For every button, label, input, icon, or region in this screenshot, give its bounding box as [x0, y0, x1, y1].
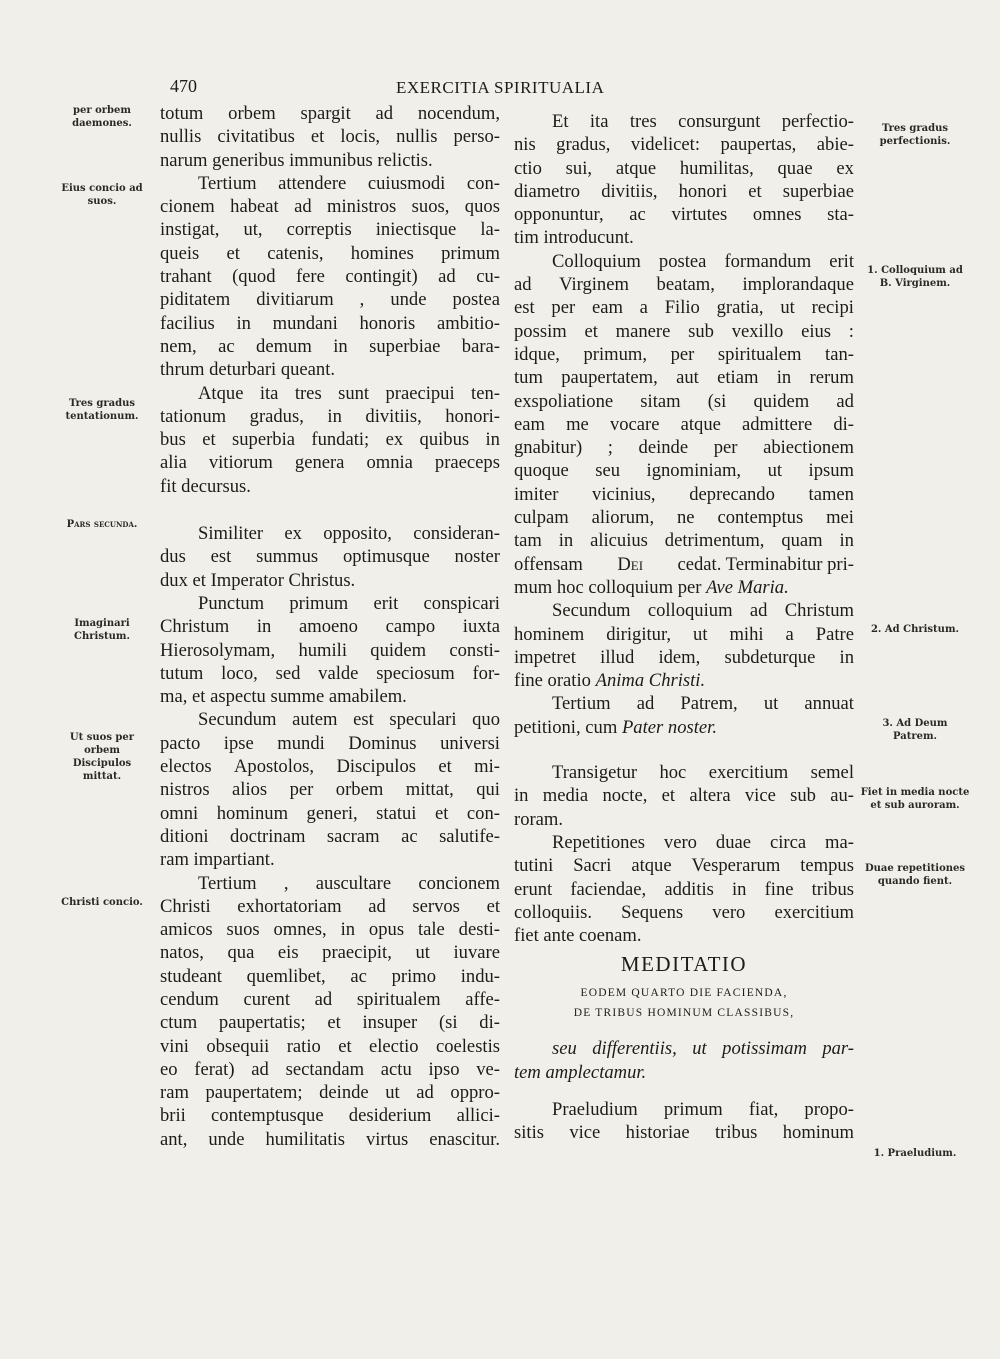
text-line: hominem dirigitur, ut mihi a Patre: [514, 623, 854, 645]
text-line: nem, ac demum in superbiae bara-: [160, 335, 500, 357]
text-line: Christi exhortatoriam ad servos et: [160, 895, 500, 917]
text-line: thrum deturbari queant.: [160, 359, 336, 381]
text-line: impetret illud idem, subdeturque in: [514, 646, 854, 668]
margin-note-fiet-in-media-nocte: Fiet in media nocte et sub auroram.: [860, 787, 970, 811]
text-line: tam in alicuius detrimentum, quam in: [514, 530, 854, 552]
text-line: instigat, ut, correptis iniectisque la-: [160, 219, 500, 241]
word: offensam: [514, 553, 583, 575]
paragraph: [514, 1098, 854, 1145]
text-line: ram impartiant.: [160, 849, 275, 871]
text-line: culpam aliorum, ne contemptus mei: [514, 507, 854, 529]
text-line: idque, primum, per spiritualem tan-: [514, 343, 854, 365]
paragraph: [514, 831, 854, 947]
text-line: queis et catenis, homines primum: [160, 242, 500, 264]
text-line: Transigetur hoc exercitium semel: [552, 762, 854, 784]
paragraph: [514, 692, 854, 739]
text-line: trahant (quod fere contingit) ad cu-: [160, 266, 500, 288]
margin-note-duae-repetitiones: Duae repetitiones quando fient.: [864, 863, 966, 887]
text-line: imiter vicinius, deprecando tamen: [514, 483, 854, 505]
paragraph: [514, 599, 854, 692]
margin-note-ad-deum-patrem: 3. Ad Deum Patrem.: [882, 718, 948, 742]
prayer-name: Pater noster.: [621, 716, 717, 738]
text-line: [514, 576, 854, 599]
prayer-name: Ave Maria.: [706, 576, 789, 598]
text-line: Tertium , auscultare concionem: [198, 872, 500, 894]
text-line: Similiter ex opposito, consideran-: [198, 523, 500, 545]
text-line: Christum in amoeno campo iuxta: [160, 616, 500, 638]
running-header: [0, 76, 1000, 102]
text-line: tutum loco, sed valde speciosum for-: [160, 662, 500, 684]
text-line: Tertium ad Patrem, ut annuat: [552, 693, 854, 715]
text-line: tutini Sacri atque Vesperarum tempus: [514, 855, 854, 877]
text-line: Atque ita tres sunt praecipui ten-: [198, 382, 500, 404]
word: fine oratio: [514, 670, 591, 692]
text-line: eo ferat) ad sectandam actu ipso ve-: [160, 1058, 500, 1080]
text-line: tim introducunt.: [514, 227, 634, 249]
margin-note-pars-secunda: Pars secunda.: [66, 519, 138, 530]
left-text-column: [160, 102, 500, 1151]
text-line: [514, 716, 854, 739]
text-line: diametro divitiis, honori et superbiae: [514, 180, 854, 202]
text-line: vini obsequii ratio et electio coelestis: [160, 1035, 500, 1057]
text-line: pacto ipse mundi Dominus universi: [160, 732, 500, 754]
text-line: narum generibus immunibus relictis.: [160, 149, 433, 171]
text-line: possim et manere sub vexillo eius :: [514, 320, 854, 342]
paragraph: [514, 761, 854, 831]
text-line: dux et Imperator Christus.: [160, 569, 356, 591]
text-line: nullis civitatibus et locis, nullis perso-: [160, 126, 500, 148]
paragraph: [160, 522, 500, 592]
text-line: tem amplectamur.: [514, 1061, 647, 1083]
text-line: ctio sui, atque humilitas, quae ex: [514, 157, 854, 179]
meditatio-subtitle: DE TRIBUS HOMINUM CLASSIBUS,: [573, 1007, 795, 1020]
page-number: 470: [170, 76, 197, 96]
text-line: fit decursus.: [160, 475, 251, 497]
meditatio-title: MEDITATIO: [620, 952, 748, 977]
text-line: omni hominum generi, statui et con-: [160, 802, 500, 824]
text-line: in media nocte, et altera vice sub au-: [514, 785, 854, 807]
text-line: quoque seu ignominiam, ut ipsum: [514, 460, 854, 482]
text-line: Secundum autem est speculari quo: [198, 709, 500, 731]
margin-note-per-orbem-daemones: per orbem daemones.: [72, 105, 132, 129]
text-line: Praeludium primum fiat, propo-: [552, 1098, 854, 1120]
text-line: ma, et aspectu summe amabilem.: [160, 686, 407, 708]
text-line: fiet ante coenam.: [514, 925, 642, 947]
text-line: totum orbem spargit ad nocendum,: [160, 103, 500, 124]
word: mum hoc colloquium per: [514, 576, 702, 598]
text-line: [514, 553, 854, 576]
text-line: nis gradus, videlicet: paupertas, abie-: [514, 134, 854, 156]
text-line: erunt faciendae, additis in fine tribus: [514, 878, 854, 900]
text-line: exspoliatione sitam (si quidem ad: [514, 390, 854, 412]
paragraph: [514, 250, 854, 599]
text-line: eam me vocare atque admittere di-: [514, 413, 854, 435]
text-line: tum paupertatem, aut etiam in rerum: [514, 367, 854, 389]
text-line: cendum curent ad spiritualem affe-: [160, 988, 500, 1010]
text-line: Secundum colloquium ad Christum: [552, 600, 854, 622]
running-title: EXERCITIA SPIRITUALIA: [396, 78, 605, 97]
text-line: sitis vice historiae tribus hominum: [514, 1122, 854, 1144]
text-line: cionem habeat ad ministros suos, quos: [160, 196, 500, 218]
text-line: studeant quemlibet, ac primo indu-: [160, 965, 500, 987]
meditatio-subtitle: EODEM QUARTO DIE FACIENDA,: [580, 987, 788, 1000]
text-line: tationum gradus, in divitiis, honori-: [160, 405, 500, 427]
text-line: bus et superbia fundati; ex quibus in: [160, 429, 500, 451]
text-line: ad Virginem beatam, implorandaque: [514, 274, 854, 296]
text-line: nistros alios per orbem mittat, qui: [160, 779, 500, 801]
paragraph: [514, 110, 854, 250]
text-line: roram.: [514, 808, 564, 830]
text-line: alia vitiorum genera omnia praeceps: [160, 452, 500, 474]
text-line: ctum paupertatis; et insuper (si di-: [160, 1012, 500, 1034]
text-line: Et ita tres consurgunt perfectio-: [552, 111, 854, 132]
text-line: est per eam a Filio gratia, ut recipi: [514, 297, 854, 319]
text-line: Colloquium postea formandum erit: [552, 250, 854, 272]
prayer-name: Anima Christi.: [595, 670, 706, 692]
text-line: [514, 669, 854, 692]
text-line: Punctum primum erit conspicari: [198, 592, 500, 614]
text-line: Tertium attendere cuiusmodi con-: [198, 172, 500, 194]
margin-note-tres-gradus-perfectionis: Tres gradus perfectionis.: [879, 123, 951, 147]
text-line: ram paupertatem; deinde ut ad oppro-: [160, 1082, 500, 1104]
margin-note-colloquium-virginem: 1. Colloquium ad B. Virginem.: [867, 265, 963, 289]
margin-note-ut-suos-mittat: Ut suos per orbem Discipulos mittat.: [69, 732, 135, 782]
margin-note-tres-gradus-tentationum: Tres gradus tentationum.: [65, 398, 139, 422]
word: cedat. Terminabitur pri-: [677, 553, 854, 575]
text-line: natos, qua eis praecipit, ut iuvare: [160, 942, 500, 964]
text-line: dus est summus optimusque noster: [160, 546, 500, 568]
text-line: brii contemptusque desiderium allici-: [160, 1105, 500, 1127]
divine-name: Dei: [617, 553, 644, 575]
text-line: colloquiis. Sequens vero exercitium: [514, 901, 854, 923]
paragraph: [160, 872, 500, 1152]
text-line: Hierosolymam, humili quidem consti-: [160, 639, 500, 661]
text-line: ditioni doctrinam sacram ac salutife-: [160, 825, 500, 847]
text-line: opponuntur, ac virtutes omnes sta-: [514, 204, 854, 226]
paragraph: [160, 708, 500, 871]
paragraph: [160, 592, 500, 708]
paragraph: [160, 172, 500, 382]
margin-note-eius-concio: Eius concio ad suos.: [61, 183, 143, 207]
paragraph: [160, 382, 500, 498]
paragraph: [160, 102, 500, 172]
text-line: seu differentiis, ut potissimam par-: [552, 1038, 854, 1060]
margin-note-praeludium: 1. Praeludium.: [873, 1148, 957, 1159]
text-line: gnabitur) ; deinde per abiectionem: [514, 437, 854, 459]
margin-note-christi-concio: Christi concio.: [61, 897, 143, 908]
margin-note-ad-christum: 2. Ad Christum.: [870, 624, 960, 635]
margin-note-imaginari-christum: Imaginari Christum.: [74, 618, 130, 642]
text-line: facilius in mundani honoris ambitio-: [160, 312, 500, 334]
text-line: ant, unde humilitatis virtus enascitur.: [160, 1128, 500, 1150]
text-line: amicos suos omnes, in opus tale desti-: [160, 919, 500, 941]
meditatio-italic-subtitle: [514, 1037, 854, 1084]
text-line: Repetitiones vero duae circa ma-: [552, 831, 854, 853]
text-line: electos Apostolos, Discipulos et mi-: [160, 756, 500, 778]
right-text-column: [514, 110, 854, 1145]
text-line: piditatem divitiarum , unde postea: [160, 289, 500, 311]
word: petitioni, cum: [514, 716, 618, 738]
